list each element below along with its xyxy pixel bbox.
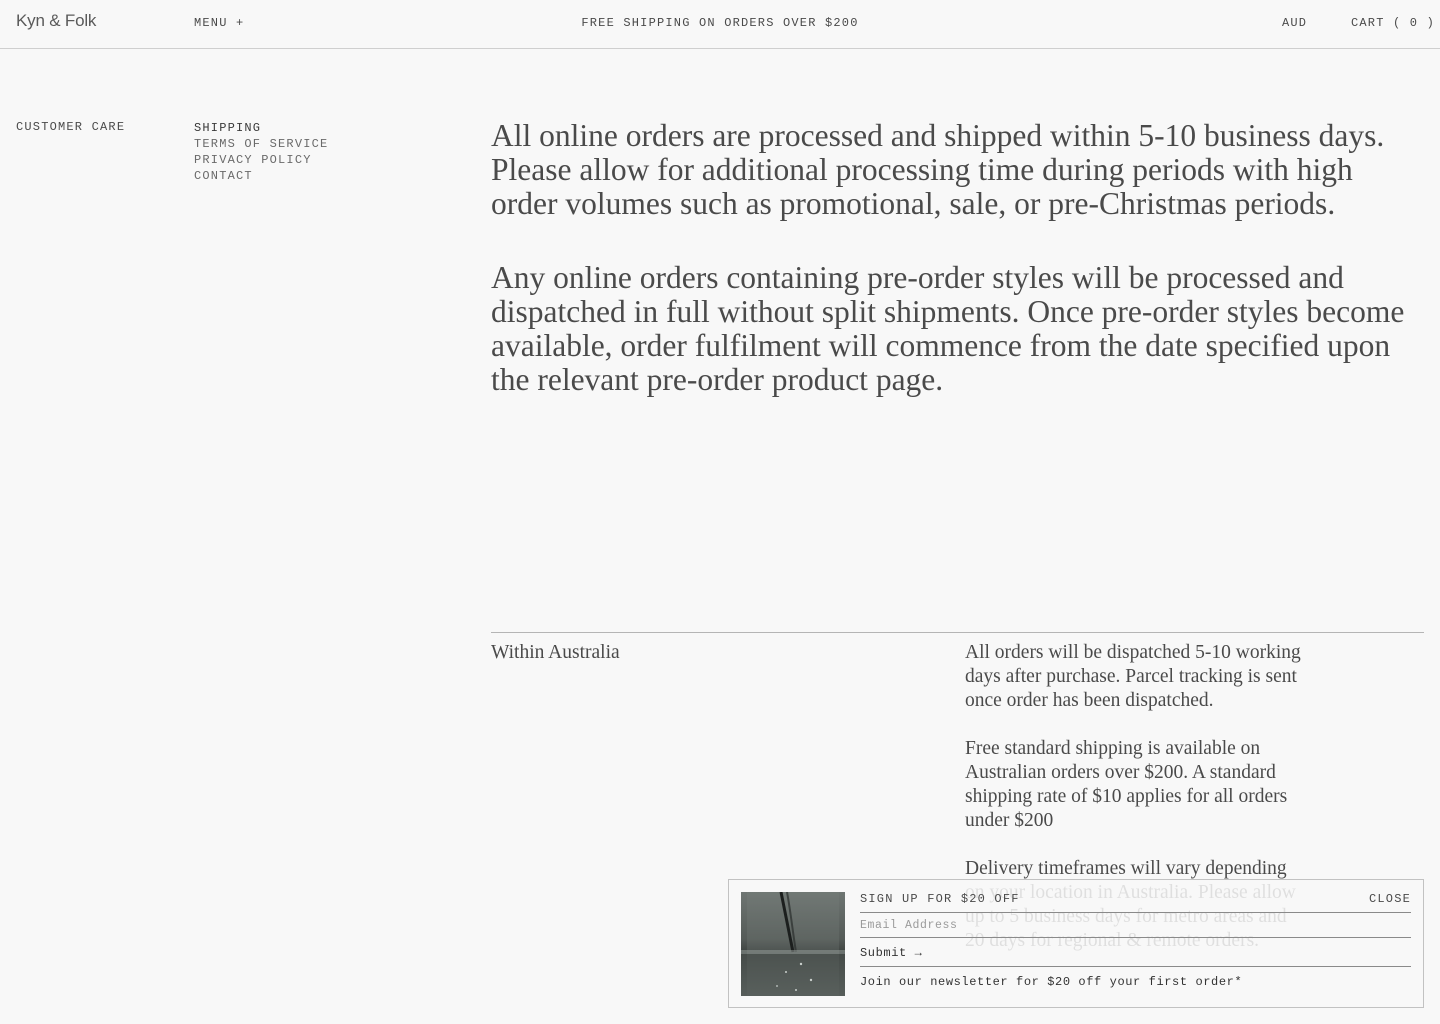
divider	[860, 912, 1411, 913]
sidebar-item-shipping[interactable]: SHIPPING	[194, 121, 262, 135]
close-button[interactable]: CLOSE	[1368, 892, 1411, 906]
section-divider	[491, 632, 1424, 633]
newsletter-image	[741, 892, 845, 996]
glass-water-image	[741, 892, 845, 996]
submit-button[interactable]: Submit →	[860, 946, 923, 960]
site-header	[0, 0, 1440, 49]
sidebar-item-contact[interactable]: CONTACT	[194, 169, 253, 183]
intro-paragraph: All online orders are processed and shipped within 5-10 business days. Please allow for additional processing time during periods with high order volumes such as promotional, sale, or pre-Christmas periods.	[491, 118, 1385, 221]
shipping-region-label: Within Australia	[491, 642, 620, 663]
sidebar-title: CUSTOMER CARE	[16, 120, 126, 134]
newsletter-title: SIGN UP FOR $20 OFF	[860, 892, 1020, 906]
customer-care-nav	[194, 120, 328, 184]
intro-paragraph: Any online orders containing pre-order styles will be processed and dispatched in full without split shipments. Once pre-order styles become available, order fulfilment will commence from the date specified upon the relevant pre-order product page.	[491, 260, 1405, 397]
newsletter-note: Join our newsletter for $20 off your first order*	[860, 975, 1243, 989]
divider	[860, 966, 1411, 967]
shipping-detail-paragraph: Delivery timeframes will vary depending	[965, 858, 1287, 879]
cart-button[interactable]: CART ( 0 )	[1351, 16, 1436, 30]
brand-logo[interactable]: Kyn & Folk	[16, 11, 97, 30]
shipping-detail-paragraph: All orders will be dispatched 5-10 working days after purchase. Parcel tracking is sent once order has been dispatched.	[965, 642, 1301, 711]
shipping-detail-paragraph: Free standard shipping is available on Australian orders over $200. A standard shipping rate of $10 applies for all orders under $200	[965, 738, 1288, 831]
currency-selector[interactable]: AUD	[1282, 16, 1308, 30]
sidebar-item-privacy-policy[interactable]: PRIVACY POLICY	[194, 153, 312, 167]
menu-button[interactable]: MENU +	[194, 16, 245, 30]
newsletter-popup	[728, 879, 1424, 1008]
shipping-intro	[491, 119, 1426, 437]
email-input[interactable]	[860, 914, 1411, 936]
sidebar-item-terms-of-service[interactable]: TERMS OF SERVICE	[194, 137, 329, 151]
divider	[860, 937, 1411, 938]
promo-banner: FREE SHIPPING ON ORDERS OVER $200	[581, 16, 859, 30]
